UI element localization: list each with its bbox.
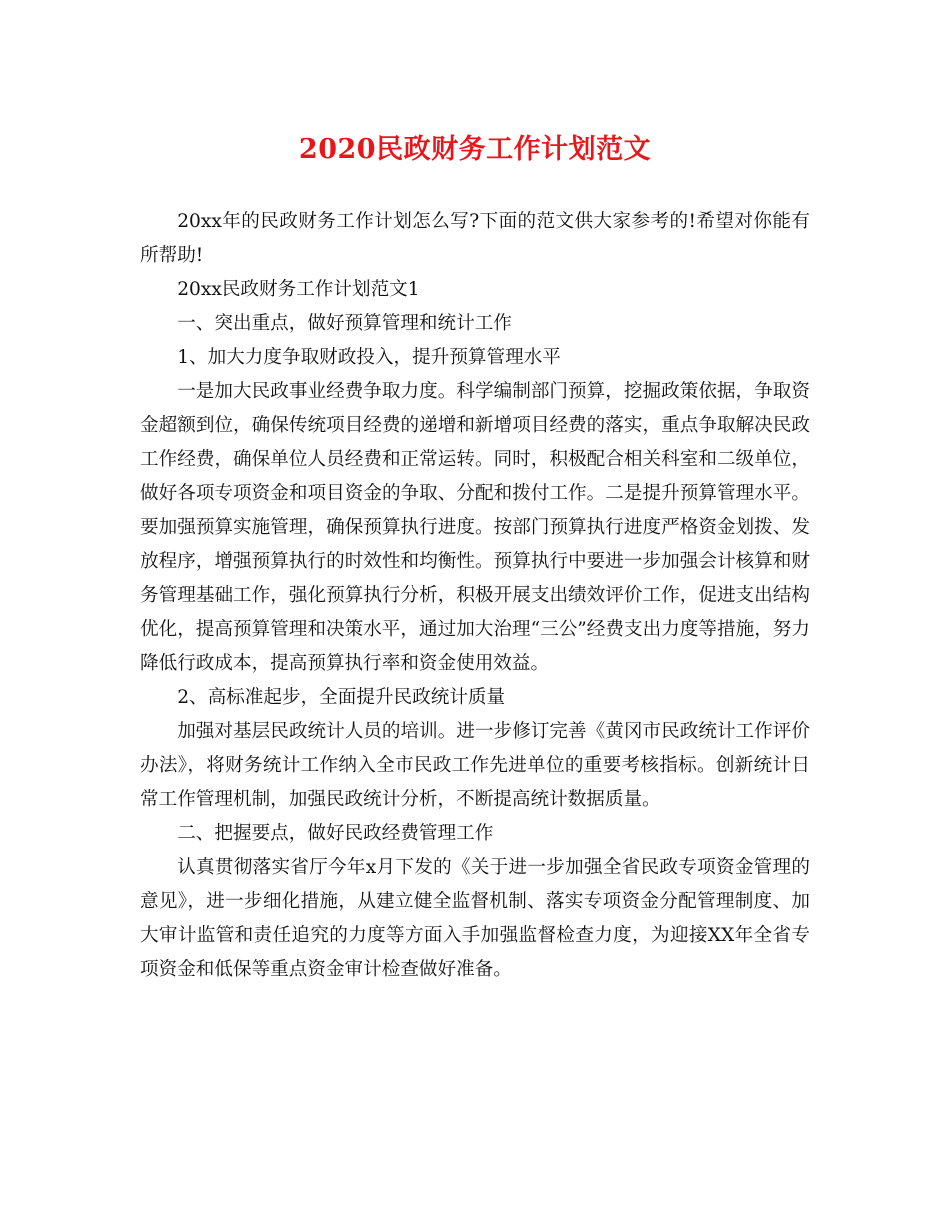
paragraph-budget: 一是加大民政事业经费争取力度。科学编制部门预算，挖掘政策依据，争取资金超额到位，确保传统项目经费的递增和新增项目经费的落实，重点争取解决民政工作经费，确保单位人员经费和正常运转。同时，积极配合相关科室和二级单位，做好各项专项资金和项目资金的争取、分配和拨付工作。二是提升预算管理水平。要加强预算实施管理，确保预算执行进度。按部门预算执行进度严格资金划拨、发放程序，增强预算执行的时效性和均衡性。预算执行中要进一步加强会计核算和财务管理基础工作，强化预算执行分析，积极开展支出绩效评价工作，促进支出结构优化，提高预算管理和决策水平，通过加大治理“三公”经费支出力度等措施，努力降低行政成本，提高预算执行率和资金使用效益。 (140, 381, 810, 674)
heading-subsection-2: 2、高标准起步，全面提升民政统计质量 (177, 687, 506, 708)
heading-subsection-1: 1、加大力度争取财政投入，提升预算管理水平 (177, 347, 561, 368)
paragraph-funds: 认真贯彻落实省厅今年x月下发的《关于进一步加强全省民政专项资金管理的意见》，进一步细化措施，从建立健全监督机制、落实专项资金分配管理制度、加大审计监管和责任追究的力度等方面入手加强监督检查力度，为迎接XX年全省专项资金和低保等重点资金审计检查做好准备。 (140, 857, 810, 980)
paragraph-subtitle: 20xx民政财务工作计划范文1 (177, 279, 420, 300)
paragraph-intro: 20xx年的民政财务工作计划怎么写?下面的范文供大家参考的!希望对你能有所帮助! (140, 211, 810, 266)
paragraph-statistics: 加强对基层民政统计人员的培训。进一步修订完善《黄冈市民政统计工作评价办法》，将财务统计工作纳入全市民政工作先进单位的重要考核指标。创新统计日常工作管理机制，加强民政统计分析，不断提高统计数据质量。 (140, 721, 810, 810)
document-body (140, 205, 810, 987)
document-title: 2020民政财务工作计划范文 (298, 134, 652, 165)
heading-section-2: 二、把握要点，做好民政经费管理工作 (177, 823, 494, 844)
heading-section-1: 一、突出重点，做好预算管理和统计工作 (177, 313, 512, 334)
